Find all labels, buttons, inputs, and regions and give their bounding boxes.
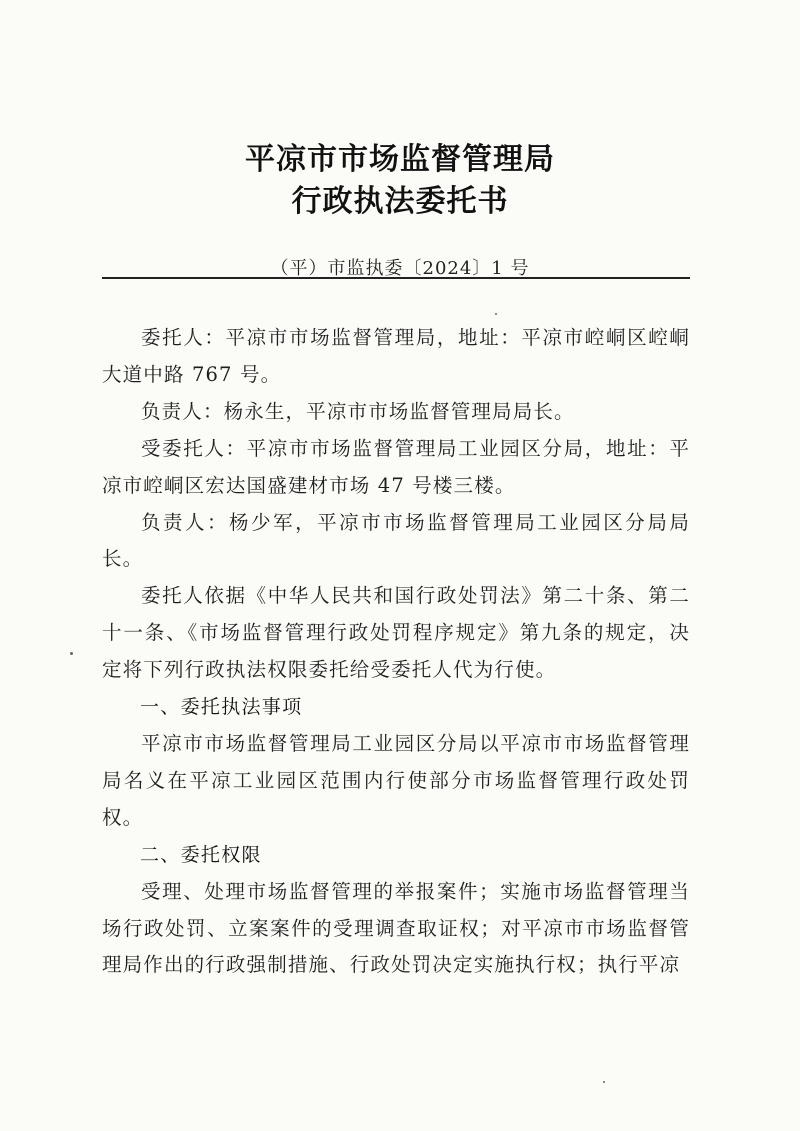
paragraph-principal: 委托人：平凉市市场监督管理局，地址：平凉市崆峒区崆峒大道中路 767 号。 — [102, 326, 690, 386]
document-body — [102, 320, 690, 984]
scan-speck — [603, 1081, 605, 1083]
paragraph-legal-basis: 委托人依据《中华人民共和国行政处罚法》第二十条、第二十一条、《市场监督管理行政处罚程序规定》第九条的规定，决定将下列行政执法权限委托给受委托人代为行使。 — [102, 584, 690, 682]
title-divider — [102, 277, 690, 279]
section-heading-1: 一、委托执法事项 — [140, 696, 303, 719]
paragraph-agent: 受委托人：平凉市市场监督管理局工业园区分局，地址：平凉市崆峒区宏达国盛建材市场 47 号楼三楼。 — [102, 436, 690, 497]
document-title-line-1: 平凉市市场监督管理局 — [245, 142, 555, 177]
scan-speck — [495, 313, 497, 315]
paragraph-principal-leader: 负责人：杨永生，平凉市市场监督管理局局长。 — [141, 399, 575, 423]
document-number: （平）市监执委〔2024〕1 号 — [270, 258, 530, 279]
document-title-line-2: 行政执法委托书 — [291, 184, 509, 219]
paragraph-entrusted-authority: 受理、处理市场监督管理的举报案件；实施市场监督管理当场行政处罚、立案案件的受理调查取证权；对平凉市市场监督管理局作出的行政强制措施、行政处罚决定实施执行权；执行平凉 — [102, 879, 690, 977]
paragraph-entrusted-matters: 平凉市市场监督管理局工业园区分局以平凉市市场监督管理局名义在平凉工业园区范围内行使部分市场监督管理行政处罚权。 — [102, 731, 690, 829]
paragraph-agent-leader: 负责人：杨少军，平凉市市场监督管理局工业园区分局局长。 — [102, 510, 690, 571]
section-heading-2: 二、委托权限 — [140, 843, 262, 866]
scan-speck — [70, 652, 73, 655]
